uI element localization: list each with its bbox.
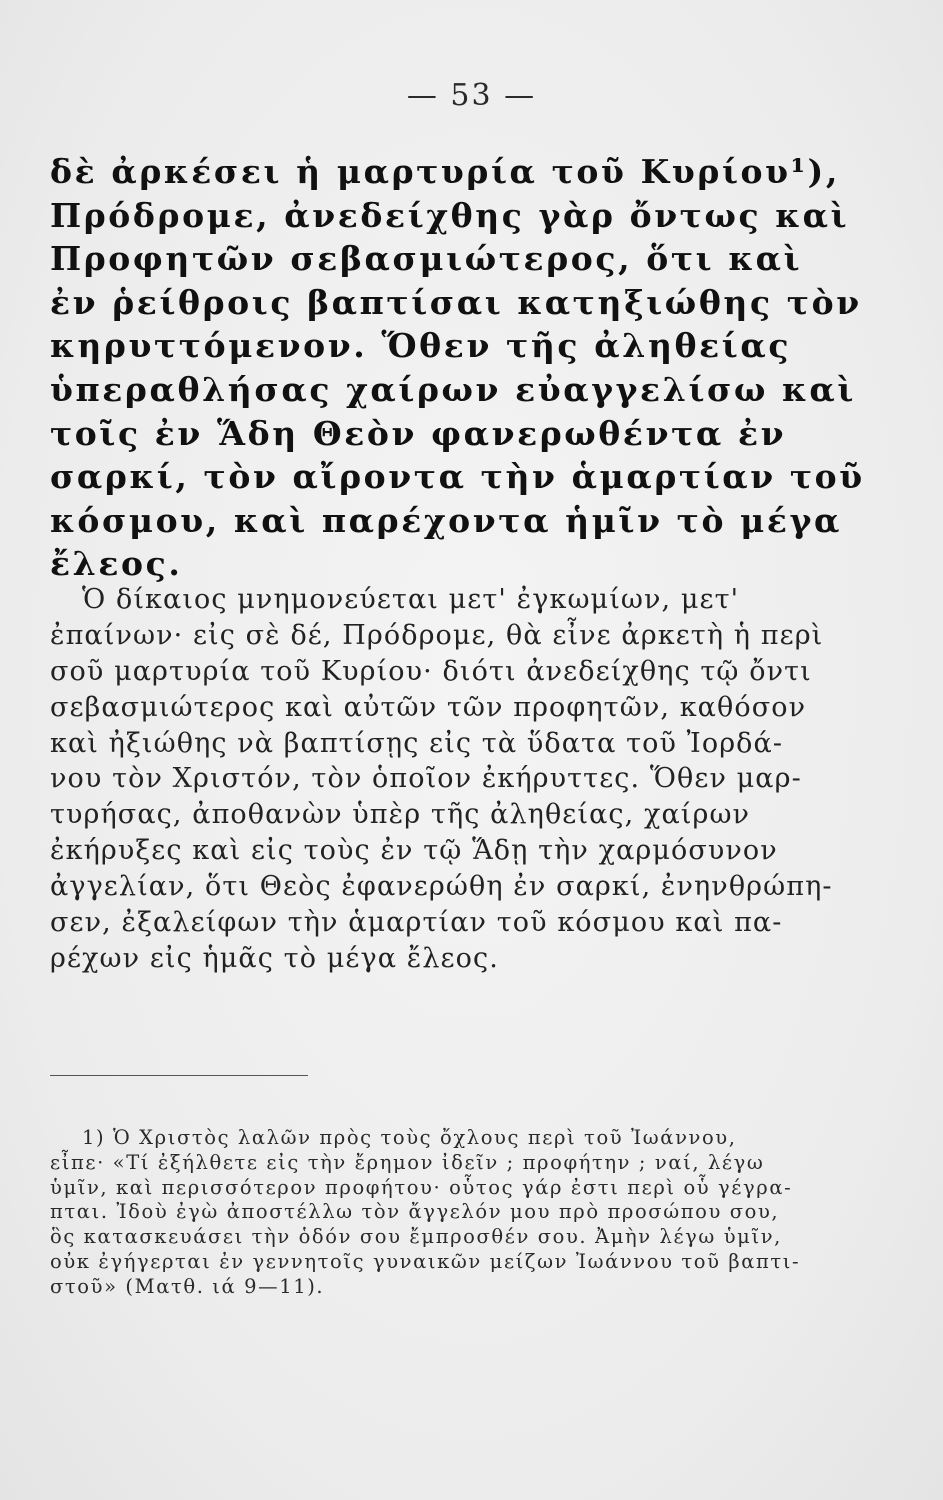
light-paragraph-line: ἐκήρυξες καὶ εἰς τοὺς ἐν τῷ Ἅδῃ τὴν χαρμόσυνον: [50, 835, 778, 867]
light-paragraph-line: νου τὸν Χριστόν, τὸν ὁποῖον ἐκήρυττες. Ὅθεν μαρ-: [50, 763, 802, 795]
bold-paragraph-line: ὑπεραθλήσας χαίρων εὐαγγελίσω καὶ: [50, 369, 856, 409]
light-paragraph-line: καὶ ἠξιώθης νὰ βαπτίσῃς εἰς τὰ ὕδατα τοῦ Ἰορδά-: [50, 727, 784, 759]
footnote-line: εἶπε· «Τί ἐξήλθετε εἰς τὴν ἔρημον ἰδεῖν ; προφήτην ; ναί, λέγω: [50, 1150, 765, 1174]
bold-paragraph-line: ἔλεος.: [50, 544, 183, 584]
light-paragraph-line: ρέχων εἰς ἡμᾶς τὸ μέγα ἔλεος.: [50, 942, 499, 974]
footnote-line: ὃς κατασκευάσει τὴν ὁδόν σου ἔμπροσθέν σου. Ἀμὴν λέγω ὑμῖν,: [50, 1225, 782, 1249]
bold-paragraph-line: Προφητῶν σεβασμιώτερος, ὅτι καὶ: [50, 239, 803, 279]
light-paragraph-line: ἐπαίνων· εἰς σὲ δέ, Πρόδρομε, θὰ εἶνε ἀρκετὴ ἡ περὶ: [50, 619, 824, 651]
bold-paragraph-line: σαρκί, τὸν αἴροντα τὴν ἁμαρτίαν τοῦ: [50, 457, 865, 497]
light-paragraph-line: Ὁ δίκαιος μνημονεύεται μετ' ἐγκωμίων, μετ': [82, 584, 740, 615]
footnote-line: στοῦ» (Ματθ. ιά 9—11).: [50, 1274, 325, 1298]
footnote-line: ὑμῖν, καὶ περισσότερον προφήτου· οὗτος γάρ ἐστι περὶ οὗ γέγρα-: [50, 1175, 793, 1199]
light-paragraph: [50, 582, 833, 977]
page-number: — 53 —: [406, 78, 537, 113]
light-paragraph-line: σεβασμιώτερος καὶ αὐτῶν τῶν προφητῶν, καθόσον: [50, 691, 807, 723]
light-paragraph-line: σεν, ἐξαλείφων τὴν ἁμαρτίαν τοῦ κόσμου καὶ πα-: [50, 907, 783, 939]
light-paragraph-line: τυρήσας, ἀποθανὼν ὑπὲρ τῆς ἀληθείας, χαίρων: [50, 799, 751, 831]
footnote-line: 1) Ὁ Χριστὸς λαλῶν πρὸς τοὺς ὄχλους περὶ τοῦ Ἰωάννου,: [82, 1126, 737, 1149]
footnote-line: πται. Ἰδοὺ ἐγὼ ἀποστέλλω τὸν ἄγγελόν μου πρὸ προσώπου σου,: [50, 1200, 780, 1224]
bold-paragraph-line: Πρόδρομε, ἀνεδείχθης γὰρ ὄντως καὶ: [50, 195, 850, 235]
bold-paragraph-line: κηρυττόμενον. Ὅθεν τῆς ἀληθείας: [50, 326, 792, 366]
bold-paragraph: [50, 150, 865, 586]
bold-paragraph-line: κόσμου, καὶ παρέχοντα ἡμῖν τὸ μέγα: [50, 500, 842, 540]
footnote-line: οὐκ ἐγήγερται ἐν γεννητοῖς γυναικῶν μείζων Ἰωάννου τοῦ βαπτι-: [50, 1249, 801, 1273]
light-paragraph-line: ἀγγελίαν, ὅτι Θεὸς ἐφανερώθη ἐν σαρκί, ἐνηνθρώπη-: [50, 871, 833, 903]
bold-paragraph-line: τοῖς ἐν Ἅδη Θεὸν φανερωθέντα ἐν: [50, 413, 787, 453]
footnote-divider: [50, 1075, 308, 1076]
footnote: [50, 1126, 800, 1300]
bold-paragraph-line: δὲ ἀρκέσει ἡ μαρτυρία τοῦ Κυρίου¹),: [50, 152, 840, 191]
light-paragraph-line: σοῦ μαρτυρία τοῦ Κυρίου· διότι ἀνεδείχθης τῷ ὄντι: [50, 655, 812, 687]
bold-paragraph-line: ἐν ῥείθροις βαπτίσαι κατηξιώθης τὸν: [50, 282, 862, 322]
